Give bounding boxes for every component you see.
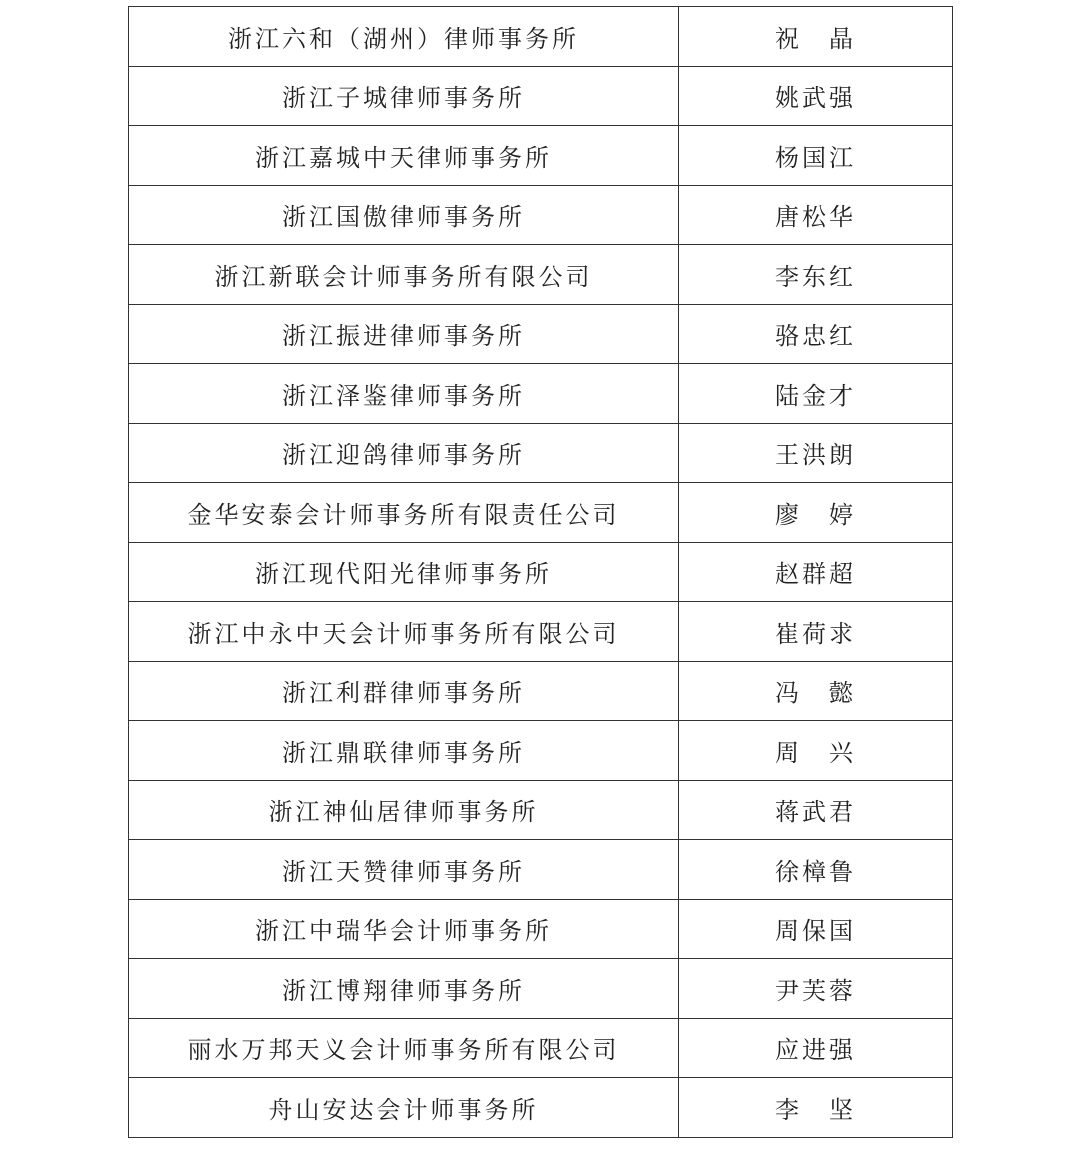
contact-person-name: 陆金才 [775, 381, 856, 410]
table-row [129, 126, 953, 186]
firm-name-cell: 浙江泽鉴律师事务所 [129, 364, 679, 424]
firm-name-cell: 浙江六和（湖州）律师事务所 [129, 7, 679, 67]
firm-name-cell: 舟山安达会计师事务所 [129, 1078, 679, 1138]
firm-name-cell: 浙江神仙居律师事务所 [129, 780, 679, 840]
contact-person-name: 王洪朗 [775, 441, 856, 470]
firm-name-cell: 浙江子城律师事务所 [129, 66, 679, 126]
contact-person-cell [679, 899, 953, 959]
contact-person-name: 应进强 [775, 1036, 856, 1065]
contact-person-cell [679, 66, 953, 126]
contact-person-cell [679, 364, 953, 424]
contact-person-cell [679, 304, 953, 364]
table-row [129, 602, 953, 662]
table-row [129, 364, 953, 424]
contact-person-cell [679, 780, 953, 840]
contact-person-name: 崔荷求 [775, 619, 856, 648]
contact-person-name: 廖 婷 [775, 500, 856, 529]
table-row [129, 66, 953, 126]
contact-person-name: 杨国江 [775, 143, 856, 172]
contact-person-name: 骆忠红 [775, 322, 856, 351]
firm-name-cell: 浙江国傲律师事务所 [129, 185, 679, 245]
firm-name-cell: 浙江博翔律师事务所 [129, 959, 679, 1019]
firm-name-cell: 浙江中瑞华会计师事务所 [129, 899, 679, 959]
firm-name-cell: 浙江现代阳光律师事务所 [129, 542, 679, 602]
contact-person-cell [679, 840, 953, 900]
firm-name-cell: 丽水万邦天义会计师事务所有限公司 [129, 1018, 679, 1078]
contact-person-cell [679, 126, 953, 186]
contact-person-cell [679, 1018, 953, 1078]
contact-person-name: 蒋武君 [775, 798, 856, 827]
firm-name-cell: 浙江中永中天会计师事务所有限公司 [129, 602, 679, 662]
firm-contact-table [128, 6, 953, 1138]
table-row [129, 304, 953, 364]
contact-person-name: 赵群超 [775, 560, 856, 589]
contact-person-cell [679, 1078, 953, 1138]
table-row [129, 899, 953, 959]
contact-person-name: 唐松华 [775, 203, 856, 232]
table-row [129, 483, 953, 543]
contact-person-name: 周保国 [775, 917, 856, 946]
contact-person-name: 祝 晶 [775, 24, 856, 53]
table-row [129, 245, 953, 305]
contact-person-cell [679, 542, 953, 602]
document-page [128, 6, 952, 1138]
table-row [129, 542, 953, 602]
table-row [129, 840, 953, 900]
table-row [129, 721, 953, 781]
contact-person-cell [679, 483, 953, 543]
table-row [129, 423, 953, 483]
firm-name-cell: 浙江迎鸽律师事务所 [129, 423, 679, 483]
firm-name-cell: 浙江利群律师事务所 [129, 661, 679, 721]
firm-name-cell: 金华安泰会计师事务所有限责任公司 [129, 483, 679, 543]
table-row [129, 780, 953, 840]
contact-person-cell [679, 245, 953, 305]
contact-person-cell [679, 959, 953, 1019]
firm-name-cell: 浙江鼎联律师事务所 [129, 721, 679, 781]
contact-person-cell [679, 661, 953, 721]
firm-name-cell: 浙江天赞律师事务所 [129, 840, 679, 900]
contact-person-cell [679, 185, 953, 245]
contact-person-cell [679, 602, 953, 662]
contact-person-name: 姚武强 [775, 84, 856, 113]
contact-person-name: 冯 懿 [775, 679, 856, 708]
firm-name-cell: 浙江新联会计师事务所有限公司 [129, 245, 679, 305]
contact-person-name: 徐樟鲁 [775, 857, 856, 886]
firm-name-cell: 浙江嘉城中天律师事务所 [129, 126, 679, 186]
table-body [129, 7, 953, 1138]
contact-person-name: 尹芙蓉 [775, 976, 856, 1005]
table-row [129, 1018, 953, 1078]
contact-person-cell [679, 7, 953, 67]
table-row [129, 1078, 953, 1138]
contact-person-name: 李东红 [775, 262, 856, 291]
contact-person-name: 周 兴 [775, 738, 856, 767]
table-row [129, 185, 953, 245]
contact-person-cell [679, 721, 953, 781]
contact-person-cell [679, 423, 953, 483]
firm-name-cell: 浙江振进律师事务所 [129, 304, 679, 364]
table-row [129, 7, 953, 67]
contact-person-name: 李 坚 [775, 1095, 856, 1124]
table-row [129, 959, 953, 1019]
table-row [129, 661, 953, 721]
